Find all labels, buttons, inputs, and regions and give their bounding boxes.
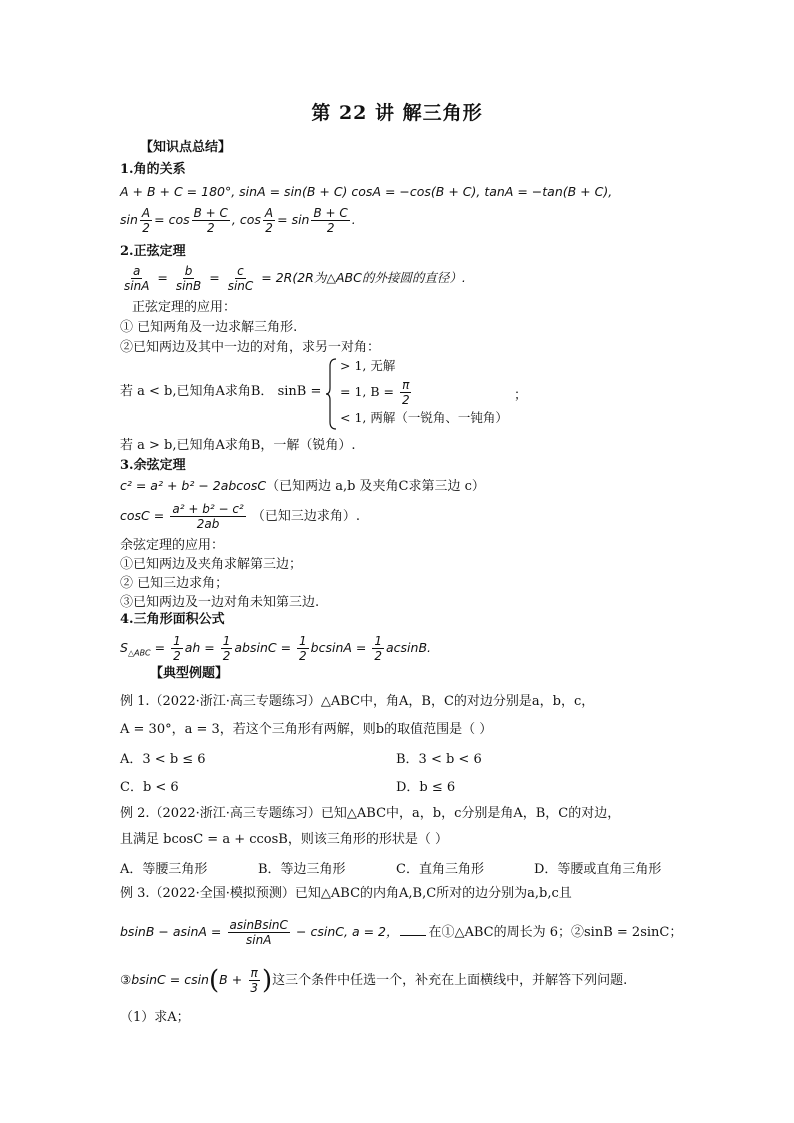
angle-relation-eq2 xyxy=(120,206,356,235)
frac-den: 2 xyxy=(142,221,150,235)
frac-num: b xyxy=(184,264,193,278)
frac-num: π xyxy=(402,378,410,392)
ex2-option-c: C．直角三角形 xyxy=(396,862,484,877)
case-1: > 1, 无解 xyxy=(340,358,396,373)
frac-den: 3 xyxy=(250,981,258,995)
area-t3: bcsinA = xyxy=(310,640,367,655)
cosine-app-3: ③已知两边及一边对角未知第三边. xyxy=(120,595,320,610)
frac-num: B + C xyxy=(193,206,228,220)
area-t4: acsinB. xyxy=(386,640,432,655)
examples-header: 【典型例题】 xyxy=(150,666,229,681)
ex2-line2: 且满足 bcosC = a + ccosB，则该三角形的形状是（ ） xyxy=(120,832,448,847)
sine-law-eq: $\frac{a}{\sin A}$ = $\frac{b}{\sin B}$ = $\frac{c}{\sin C}$ = 2R(2R为△ABC的外接圆的直径）. xyxy=(124,264,466,293)
frac-cosC xyxy=(170,502,245,531)
case-lead: 若 a < b,已知角A求角B． sinB = xyxy=(120,384,322,399)
cosine-law-eq2 xyxy=(120,502,360,531)
section-2-heading: 2.正弦定理 xyxy=(120,244,186,259)
ex2-option-d: D．等腰或直角三角形 xyxy=(534,862,662,877)
cosine-law-eq1 xyxy=(120,476,485,497)
frac-den: 2 xyxy=(173,649,181,663)
frac-den: sinA xyxy=(124,279,150,293)
frac-den: 2 xyxy=(265,221,273,235)
section-3-heading: 3.余弦定理 xyxy=(120,458,186,473)
cosine-eq1-note: （已知两边 a,b 及夹角C求第三边 c） xyxy=(266,479,485,494)
ex3-line2 xyxy=(120,918,682,947)
frac-half-2 xyxy=(221,634,233,663)
frac-num: 1 xyxy=(299,634,307,648)
frac-den: 2 xyxy=(299,649,307,663)
frac-half-3 xyxy=(297,634,309,663)
frac-num: π xyxy=(250,966,258,980)
frac-pi-2 xyxy=(400,378,412,407)
sine-law-rhs: = 2R(2R为△ABC的外接圆的直径）. xyxy=(261,270,466,285)
case-3: < 1, 两解（一锐角、一钝角） xyxy=(340,410,508,425)
cosine-app-title: 余弦定理的应用： xyxy=(120,538,225,553)
frac-a-over-2 xyxy=(140,206,152,235)
ex1-option-a: A．3 < b ≤ 6 xyxy=(120,752,206,767)
section-1-heading: 1.角的关系 xyxy=(120,162,186,177)
frac-den: 2ab xyxy=(196,517,220,531)
case-2 xyxy=(340,378,414,407)
frac-num: c xyxy=(237,264,244,278)
answer-blank[interactable] xyxy=(400,935,426,936)
case-2-text: = 1, B = xyxy=(340,384,394,399)
frac-bc-over-2b xyxy=(311,206,349,235)
frac-num: a² + b² − c² xyxy=(172,502,244,516)
ex2-line1: 例 2.（2022·浙江·高三专题练习）已知△ABC中，a，b，c分别是角A，B，C的对边， xyxy=(120,806,621,821)
ex3-line3 xyxy=(120,966,627,995)
frac-den: 2 xyxy=(326,221,335,235)
cosine-eq2-lhs: cosC = xyxy=(120,508,165,523)
paren-right: ) xyxy=(261,965,273,996)
frac-den: sinC xyxy=(227,279,254,293)
ex3-l3-post: 这三个条件中任选一个，补充在上面横线中，并解答下列问题. xyxy=(272,973,628,988)
ex3-l2-pre: bsinB − asinA = xyxy=(120,924,222,939)
ex3-question-1: （1）求A； xyxy=(120,1010,190,1025)
ex1-option-d: D．b ≤ 6 xyxy=(396,780,456,795)
ex2-option-b: B．等边三角形 xyxy=(258,862,346,877)
cosine-app-1: ①已知两边及夹角求解第三边； xyxy=(120,557,303,572)
cosine-eq1-text: c² = a² + b² − 2abcosC xyxy=(120,478,267,493)
area-t1: ah = xyxy=(184,640,215,655)
ex3-l3-pre: ③bsinC = csin xyxy=(120,972,209,987)
summary-header: 【知识点总结】 xyxy=(140,140,232,155)
ex1-line1: 例 1.（2022·浙江·高三专题练习）△ABC中，角A，B，C的对边分别是a，b，c， xyxy=(120,694,595,709)
cosine-app-2: ② 已知三边求角； xyxy=(120,576,229,591)
frac-num: a xyxy=(133,264,141,278)
frac-half-1 xyxy=(171,634,183,663)
sine-app-2: ②已知两边及其中一边的对角，求另一对角： xyxy=(120,340,381,355)
frac-b-sinB xyxy=(174,264,203,293)
frac-pi-3 xyxy=(248,966,260,995)
frac-bc-over-2 xyxy=(192,206,230,235)
case-gt: 若 a > b,已知角A求角B，一解（锐角）. xyxy=(120,438,356,453)
case-brace-group xyxy=(326,356,536,432)
section-4-heading: 4.三角形面积公式 xyxy=(120,612,225,627)
frac-num: 1 xyxy=(374,634,383,648)
frac-half-4 xyxy=(372,634,384,663)
ex1-line2: A = 30°，a = 3，若这个三角形有两解，则b的取值范围是（ ） xyxy=(120,722,493,737)
frac-num: A xyxy=(141,206,151,220)
frac-num: 1 xyxy=(173,634,181,648)
ex1-option-b: B．3 < b < 6 xyxy=(396,752,482,767)
angle-relation-eq1: A + B + C = 180°, sinA = sin(B + C) cosA = −cos(B + C), tanA = −tan(B + C), xyxy=(120,184,613,199)
eq-cos: = cos xyxy=(154,212,190,227)
frac-den: 2 xyxy=(222,649,231,663)
frac-num: 1 xyxy=(222,634,231,648)
sin-text: sin xyxy=(120,212,138,227)
frac-den: sinB xyxy=(175,279,202,293)
cosine-eq2-note: （已知三边求角）. xyxy=(251,509,361,524)
case-end: ； xyxy=(514,388,528,403)
ex2-option-a: A．等腰三角形 xyxy=(120,862,208,877)
mid-cos: , cos xyxy=(231,212,261,227)
frac-den: 2 xyxy=(401,393,410,407)
area-sub: △ABC xyxy=(127,648,151,658)
brace-icon xyxy=(326,358,338,430)
ex1-option-c: C．b < 6 xyxy=(120,780,179,795)
frac-a-sinA xyxy=(122,264,151,293)
frac-num: A xyxy=(264,206,274,220)
ex3-l2-post: − csinC, a = 2， xyxy=(296,924,399,939)
eq-end: . xyxy=(351,212,356,227)
paren-left: ( xyxy=(208,965,220,996)
page-title: 第 22 讲 解三角形 xyxy=(311,102,483,124)
frac-c-sinC xyxy=(226,264,256,293)
ex3-line1: 例 3.（2022·全国·模拟预测）已知△ABC的内角A,B,C所对的边分别为a,b,c且 xyxy=(120,886,572,901)
sine-app-title: 正弦定理的应用： xyxy=(132,300,237,315)
area-S: S xyxy=(120,640,128,655)
frac-a-over-2b xyxy=(263,206,275,235)
frac-num: B + C xyxy=(313,206,348,220)
frac-ex3 xyxy=(228,918,290,947)
area-formula: $S_{\triangle ABC}$ = $\frac{1}{2}$ ah = $\frac{1}{2}$ absinC = $\frac{1}{2}$ bcsinA = $\frac{1}{2}$ acsinB. xyxy=(120,634,432,663)
area-t2: absinC = xyxy=(234,640,292,655)
frac-den: sinA xyxy=(246,933,272,947)
frac-den: 2 xyxy=(206,221,215,235)
ex3-l2-after: 在①△ABC的周长为 6；②sinB = 2sinC； xyxy=(428,925,683,940)
frac-num: asinBsinC xyxy=(229,918,288,932)
frac-den: 2 xyxy=(374,649,383,663)
ex3-l3-b: B + xyxy=(219,972,243,987)
eq-sin: = sin xyxy=(277,212,310,227)
sine-app-1: ① 已知两角及一边求解三角形. xyxy=(120,320,298,335)
